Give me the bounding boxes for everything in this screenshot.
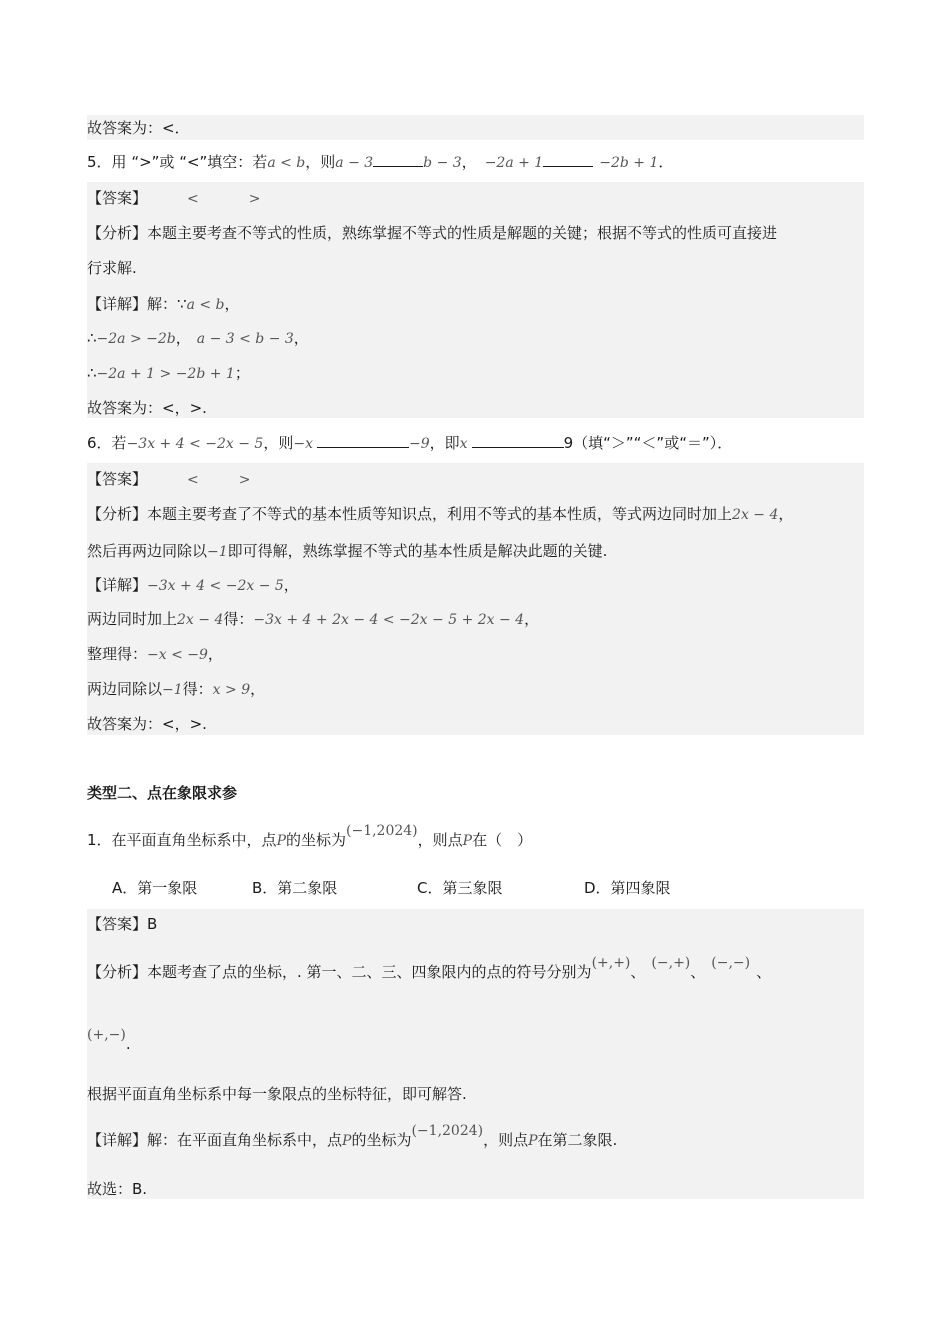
- question-6: 6．若−3x + 4 < −2x − 5，则−x −9，即x 9（填“＞”“＜”或“＝”）．: [87, 429, 864, 458]
- q6-detail-2: 两边同时加上2x − 4得：−3x + 4 + 2x − 4 < −2x − 5 + 2x − 4，: [87, 610, 540, 628]
- blank-2[interactable]: [543, 150, 593, 167]
- blank-4[interactable]: [472, 431, 564, 448]
- option-d[interactable]: D．第四象限: [584, 879, 671, 897]
- q1-conclusion: 故选：B.: [87, 1180, 148, 1198]
- q6-detail-4: 两边同除以−1得：x > 9，: [87, 680, 266, 698]
- q5-answer: 【答案】 < >: [87, 189, 261, 207]
- option-a[interactable]: A．第一象限: [112, 879, 198, 897]
- q5-detail-2: ∴−2a > −2b， a − 3 < b − 3，: [87, 329, 309, 347]
- blank-3[interactable]: [317, 431, 409, 448]
- q6-analysis-2: 然后再两边同除以−1即可得解，熟练掌握不等式的基本性质是解决此题的关键.: [87, 542, 608, 560]
- blank-1[interactable]: [373, 150, 423, 167]
- section-title: 类型二、点在象限求参: [87, 784, 238, 802]
- q6-answer: 【答案】 < >: [87, 470, 251, 488]
- q1-analysis-2: (+,−).: [87, 1027, 131, 1053]
- q5-analysis-2: 行求解.: [87, 259, 137, 277]
- q6-detail-3: 整理得：−x < −9，: [87, 645, 223, 663]
- q5-analysis-1: 【分析】本题主要考查不等式的性质，熟练掌握不等式的性质是解题的关键；根据不等式的性质可直接进: [87, 224, 778, 242]
- question-1: 1．在平面直角坐标系中，点P的坐标为(−1,2024)，则点P在（ ）: [87, 823, 533, 849]
- prev-conclusion: 故答案为：<．: [87, 119, 190, 137]
- q1-analysis-3: 根据平面直角坐标系中每一象限点的坐标特征，即可解答.: [87, 1085, 467, 1103]
- q6-detail-1: 【详解】−3x + 4 < −2x − 5，: [87, 576, 299, 594]
- question-5: 5．用 “>”或 “<”填空：若a < b，则a − 3 b − 3， −2a + 1 −2b + 1．: [87, 148, 864, 177]
- option-c[interactable]: C．第三象限: [417, 879, 503, 897]
- q6-analysis-1: 【分析】本题主要考查了不等式的基本性质等知识点，利用不等式的基本性质，等式两边同时加上2x − 4，: [87, 505, 794, 523]
- q1-answer: 【答案】B: [87, 915, 158, 933]
- q1-detail: 【详解】解：在平面直角坐标系中，点P的坐标为(−1,2024)，则点P在第二象限.: [87, 1123, 618, 1149]
- q5-detail-3: ∴−2a + 1 > −2b + 1；: [87, 364, 250, 382]
- q1-analysis-1: 【分析】本题考查了点的坐标，. 第一、二、三、四象限内的点的符号分别为(+,+)、 (−,+)、 (−,−) 、: [87, 955, 772, 981]
- q6-conclusion: 故答案为：<，>.: [87, 715, 207, 733]
- q5-detail-1: 【详解】解：∵a < b，: [87, 295, 240, 313]
- option-b[interactable]: B．第二象限: [252, 879, 338, 897]
- q5-conclusion: 故答案为：<，>.: [87, 399, 207, 417]
